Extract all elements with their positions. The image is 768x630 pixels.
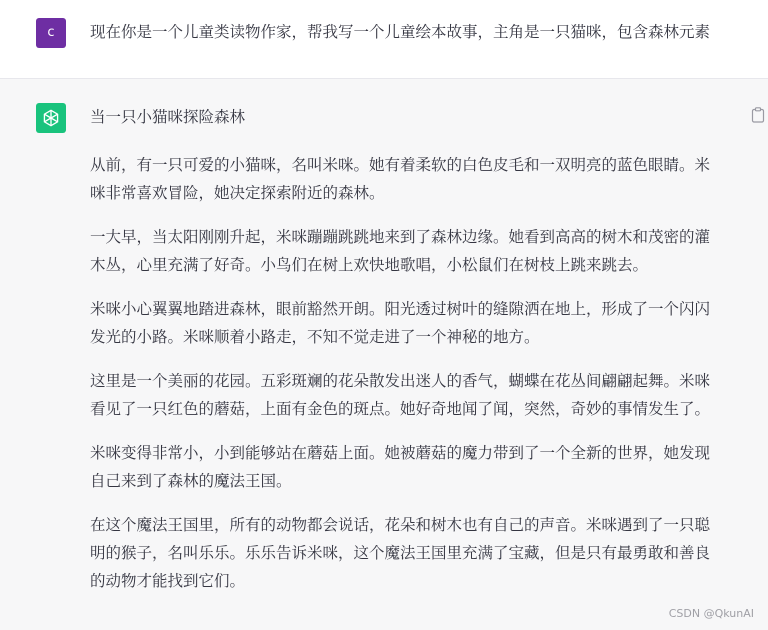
paragraph-line: 米咪小心翼翼地踏进森林，眼前豁然开朗。阳光透过树叶的缝隙洒在地上，形成了一个闪闪 — [90, 300, 711, 318]
story-title: 当一只小猫咪探险森林 — [90, 108, 246, 126]
copy-button[interactable] — [751, 107, 765, 123]
assistant-message-content — [90, 105, 740, 611]
story-paragraph — [90, 439, 740, 495]
paragraph-line: 木丛，心里充满了好奇。小鸟们在树上欢快地歌唱，小松鼠们在树枝上跳来跳去。 — [90, 256, 649, 274]
assistant-avatar — [36, 103, 66, 133]
paragraph-line: 米咪变得非常小，小到能够站在蘑菇上面。她被蘑菇的魔力带到了一个全新的世界，她发现 — [90, 444, 711, 462]
story-paragraph — [90, 223, 740, 279]
paragraph-line: 自己来到了森林的魔法王国。 — [90, 472, 292, 490]
story-paragraph — [90, 511, 740, 595]
user-avatar: c — [36, 18, 66, 48]
story-paragraphs — [90, 151, 740, 595]
user-message-text: 现在你是一个儿童类读物作家，帮我写一个儿童绘本故事，主角是一只猫咪，包含森林元素 — [90, 23, 711, 41]
paragraph-line: 明的猴子，名叫乐乐。乐乐告诉米咪，这个魔法王国里充满了宝藏，但是只有最勇敢和善良 — [90, 544, 711, 562]
paragraph-line: 看见了一只红色的蘑菇，上面有金色的斑点。她好奇地闻了闻，突然，奇妙的事情发生了。 — [90, 400, 711, 418]
watermark: CSDN @QkunAI — [668, 607, 754, 620]
paragraph-line: 在这个魔法王国里，所有的动物都会说话，花朵和树木也有自己的声音。米咪遇到了一只聪 — [90, 516, 711, 534]
openai-logo-icon — [41, 108, 61, 128]
paragraph-line: 这里是一个美丽的花园。五彩斑斓的花朵散发出迷人的香气，蝴蝶在花丛间翩翩起舞。米咪 — [90, 372, 711, 390]
assistant-message-row — [0, 79, 768, 630]
paragraph-line: 发光的小路。米咪顺着小路走，不知不觉走进了一个神秘的地方。 — [90, 328, 540, 346]
paragraph-line: 一大早，当太阳刚刚升起，米咪蹦蹦跳跳地来到了森林边缘。她看到高高的树木和茂密的灌 — [90, 228, 711, 246]
paragraph-line: 咪非常喜欢冒险，她决定探索附近的森林。 — [90, 184, 385, 202]
clipboard-icon — [751, 107, 765, 123]
story-paragraph — [90, 367, 740, 423]
paragraph-line: 从前，有一只可爱的小猫咪，名叫米咪。她有着柔软的白色皮毛和一双明亮的蓝色眼睛。米 — [90, 156, 711, 174]
story-paragraph — [90, 151, 740, 207]
user-message-row — [0, 0, 768, 79]
story-paragraph — [90, 295, 740, 351]
paragraph-line: 的动物才能找到它们。 — [90, 572, 246, 590]
